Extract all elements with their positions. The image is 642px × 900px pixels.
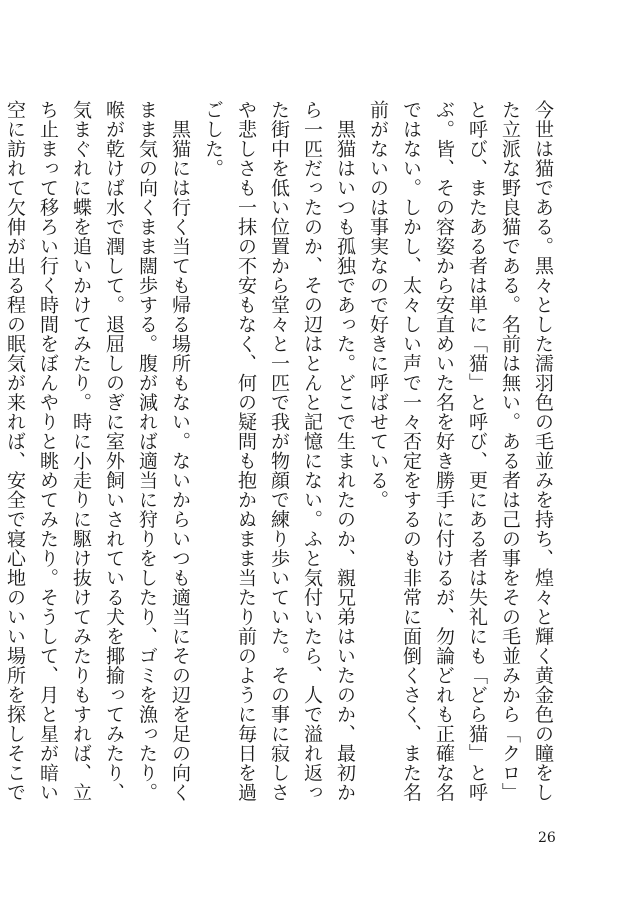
paragraph-2: 黒猫はいつも孤独であった。どこで生まれたのか、親兄弟はいたのか、最初から一匹だったのか、その辺はとんと記憶にない。ふと気付いたら、人で溢れ返った街中を低い位置から堂々と一匹で我が物顔で練り歩いていた。その事に寂しさや悲しさも一抹の不安もなく、何の疑問も抱かぬまま当たり前のように毎日を過ごした。: [202, 100, 356, 802]
paragraph-3: 黒猫には行く当ても帰る場所もない。ないからいつも適当にその辺を足の向くまま気の向くまま闊歩する。腹が減れば適当に狩りをしたり、ゴミを漁ったり。喉が乾けば水で潤して。退屈しのぎに室外飼いされている犬を揶揄ってみたり、気まぐれに蝶を追いかけてみたり。時に小走りに駆け抜けてみたりもすれば、立ち止まって移ろい行く時間をぼんやりと眺めてみたり。そうして、月と星が暗い空に訪れて欠伸が出る程の眠気が来れば、安全で寝心地のいい場所を探しそこで: [4, 100, 191, 802]
paragraph-1: 今世は猫である。黒々とした濡羽色の毛並みを持ち、煌々と輝く黄金色の瞳をした立派な野良猫である。名前は無い。ある者は己の事をその毛並みから「クロ」と呼び、またある者は単に「猫」と呼び、更にある者は失礼にも「どら猫」と呼ぶ。皆、その容姿から安直めいた名を好き勝手に付けるが、勿論どれも正確な名ではない。しかし、太々しい声で一々否定をするのも非常に面倒くさく、また名前がないのは事実なので好きに呼ばせている。: [367, 100, 554, 802]
vertical-text-body: [4, 100, 559, 820]
page-number: 26: [538, 830, 556, 846]
